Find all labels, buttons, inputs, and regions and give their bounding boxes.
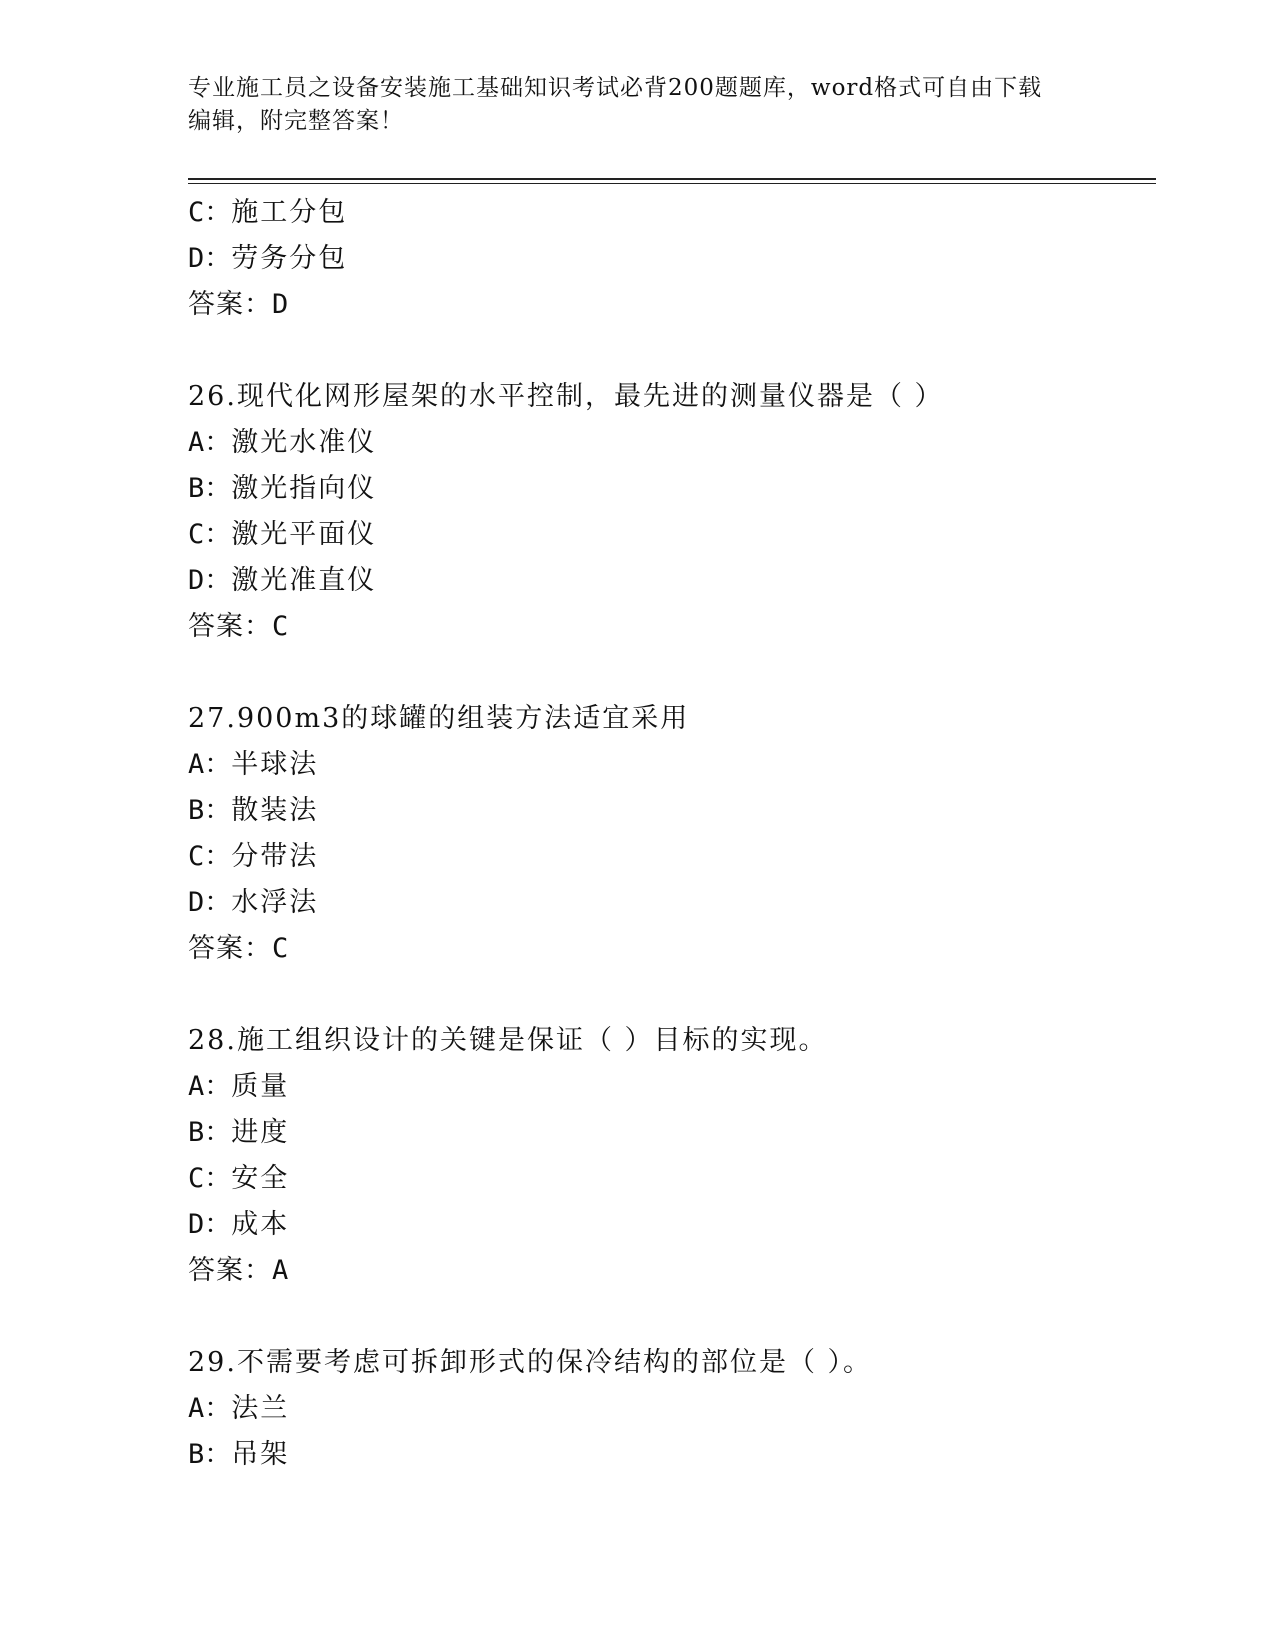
spacer — [188, 972, 1156, 1018]
option-d: D：激光准直仪 — [188, 565, 377, 596]
option-d: D：成本 — [188, 1209, 290, 1240]
question-29 — [188, 1340, 1156, 1478]
spacer — [188, 328, 1156, 374]
document-header — [188, 72, 1068, 138]
question-28 — [188, 1018, 1156, 1294]
question-fragment — [188, 190, 1156, 328]
header-divider — [188, 178, 1156, 184]
option-b: B：激光指向仪 — [188, 473, 377, 504]
option-a: A：激光水准仪 — [188, 427, 377, 458]
option-d: D：水浮法 — [188, 887, 319, 918]
option-c: C：施工分包 — [188, 197, 348, 228]
question-26 — [188, 374, 1156, 650]
option-c: C：激光平面仪 — [188, 519, 377, 550]
question-title: 26.现代化网形屋架的水平控制，最先进的测量仪器是（ ） — [188, 381, 944, 412]
answer-line: 答案：C — [188, 611, 289, 642]
option-b: B：进度 — [188, 1117, 290, 1148]
question-list — [188, 190, 1156, 1478]
option-c: C：分带法 — [188, 841, 319, 872]
spacer — [188, 650, 1156, 696]
spacer — [188, 1294, 1156, 1340]
question-title: 28.施工组织设计的关键是保证（ ）目标的实现。 — [188, 1025, 828, 1056]
answer-line: 答案：C — [188, 933, 289, 964]
question-title: 27.900m3的球罐的组装方法适宜采用 — [188, 703, 690, 734]
option-a: A：半球法 — [188, 749, 319, 780]
option-b: B：散装法 — [188, 795, 319, 826]
option-c: C：安全 — [188, 1163, 290, 1194]
option-a: A：法兰 — [188, 1393, 290, 1424]
answer-line: 答案：D — [188, 289, 289, 320]
option-a: A：质量 — [188, 1071, 290, 1102]
question-27 — [188, 696, 1156, 972]
option-d: D：劳务分包 — [188, 243, 348, 274]
header-line-1: 专业施工员之设备安装施工基础知识考试必背200题题库，word格式可自由下载 — [188, 75, 1043, 101]
header-line-2: 编辑，附完整答案！ — [188, 108, 404, 134]
answer-line: 答案：A — [188, 1255, 289, 1286]
option-b: B：吊架 — [188, 1439, 290, 1470]
question-title: 29.不需要考虑可拆卸形式的保冷结构的部位是（ ）。 — [188, 1347, 873, 1378]
